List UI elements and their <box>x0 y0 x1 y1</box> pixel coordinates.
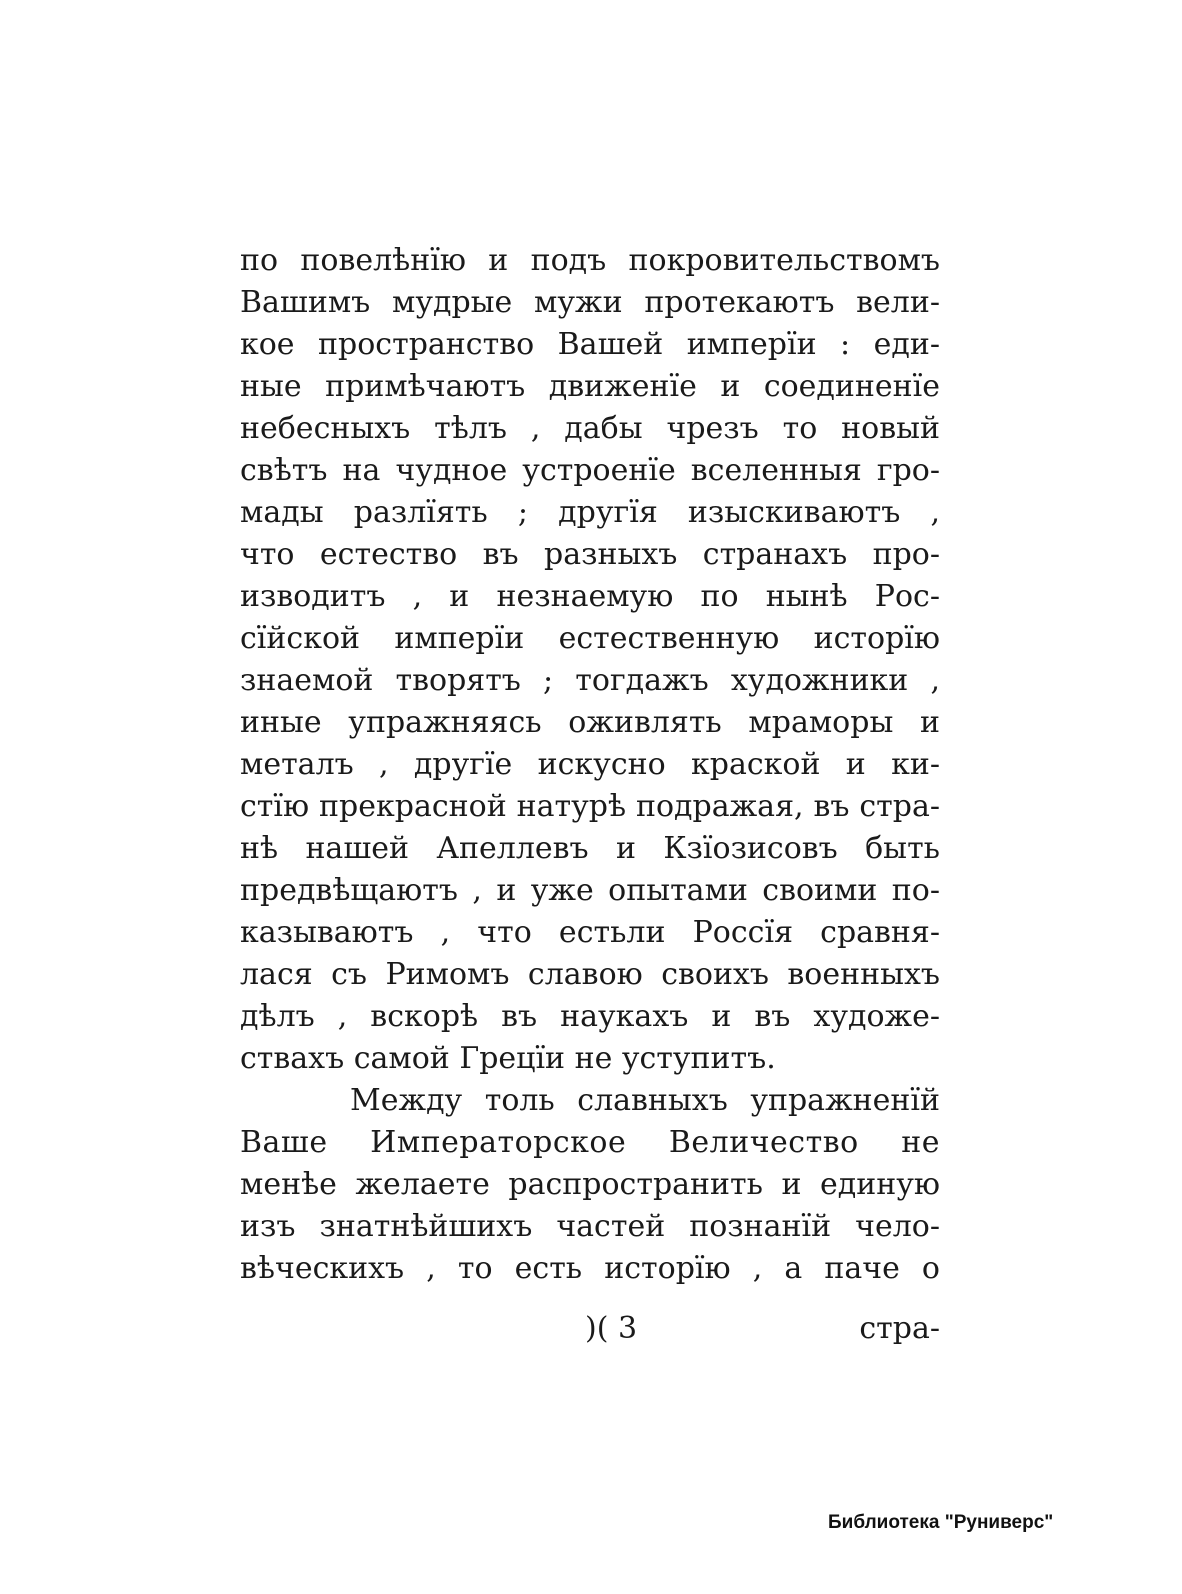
body-text <box>240 240 940 1290</box>
text-line: лася съ Римомъ славою своихъ военныхъ <box>240 957 940 992</box>
text-line: Ваше Императорское Величество не <box>240 1125 940 1160</box>
signature-mark: )( 3 <box>585 1311 638 1346</box>
text-line: менѣе желаете распространить и единую <box>240 1167 940 1202</box>
text-line: ные примѣчаютъ движенїе и соединенїе <box>240 369 940 404</box>
text-line: металъ , другїе искусно краской и ки- <box>240 747 940 782</box>
catchword: стра- <box>859 1311 940 1346</box>
text-line: Вашимъ мудрые мужи протекаютъ вели- <box>240 285 940 320</box>
text-line: иные упражняясь оживлять мраморы и <box>240 705 940 740</box>
text-line: изводитъ , и незнаемую по нынѣ Рос- <box>240 579 940 614</box>
text-line: свѣтъ на чудное устроенїе вселенныя гро- <box>240 453 940 488</box>
text-line: дѣлъ , вскорѣ въ наукахъ и въ художе- <box>240 999 940 1034</box>
text-line: ствахъ самой Грецїи не уступитъ. <box>240 1041 776 1076</box>
paragraph-start-line: Между толь славныхъ упражненїй <box>350 1083 940 1118</box>
text-line: казываютъ , что естьли Россїя сравня- <box>240 915 940 950</box>
page-footer <box>240 1308 940 1350</box>
text-line: предвѣщаютъ , и уже опытами своими по- <box>240 873 940 908</box>
text-line: вѣческихъ , то есть исторїю , а паче о <box>240 1251 940 1286</box>
text-line: кое пространство Вашей имперїи : еди- <box>240 327 940 362</box>
text-line: небесныхъ тѣлъ , дабы чрезъ то новый <box>240 411 940 446</box>
text-line: мады разлїять ; другїя изыскиваютъ , <box>240 495 940 530</box>
text-line: знаемой творятъ ; тогдажъ художники , <box>240 663 940 698</box>
text-line: стїю прекрасной натурѣ подражая, въ стра- <box>240 789 940 824</box>
text-line: что естество въ разныхъ странахъ про- <box>240 537 940 572</box>
text-line: сїйской имперїи естественную исторїю <box>240 621 940 656</box>
library-watermark: Библиотека "Руниверс" <box>828 1512 1054 1533</box>
text-line: нѣ нашей Апеллевъ и Кзїозисовъ быть <box>240 831 940 866</box>
text-line: изъ знатнѣйшихъ частей познанїй чело- <box>240 1209 940 1244</box>
text-line: по повелѣнїю и подъ покровительствомъ <box>240 243 940 278</box>
